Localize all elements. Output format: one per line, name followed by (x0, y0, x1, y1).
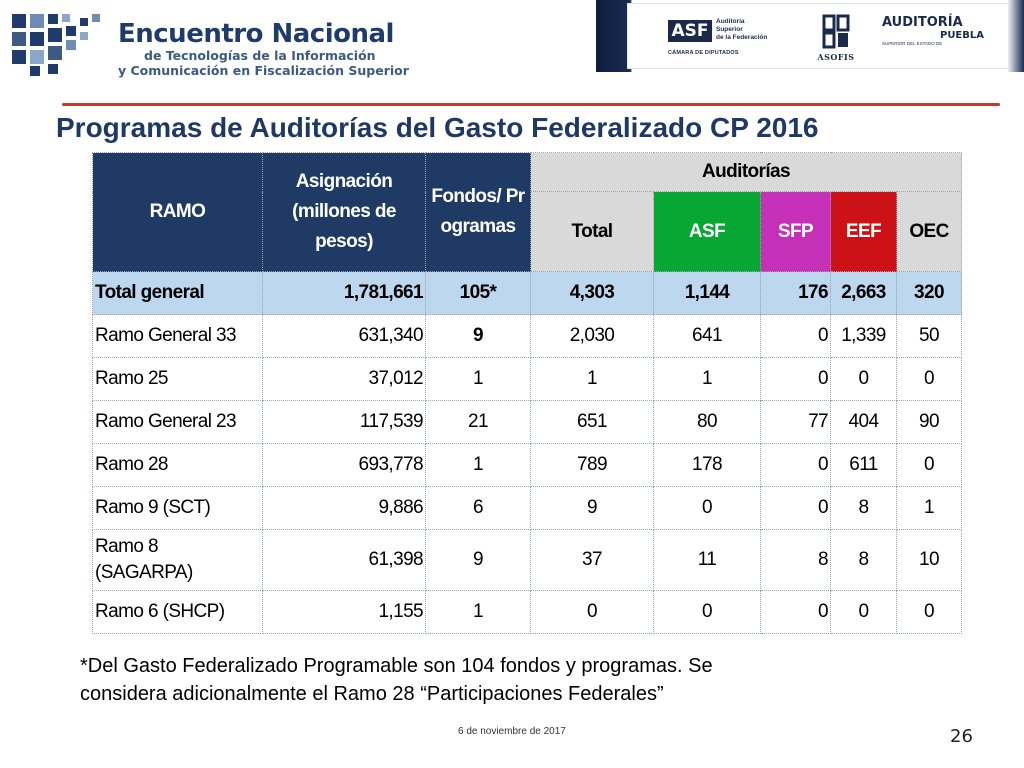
asf-logo (668, 14, 778, 48)
cell-total: 4,303 (531, 272, 654, 315)
cell-eef: 8 (831, 530, 897, 591)
asf-logo-line-2: Superior (716, 26, 743, 33)
cell-eef: 611 (831, 444, 897, 487)
cell-asignacion: 37,012 (263, 358, 426, 401)
brand-block (118, 20, 418, 78)
cell-asignacion: 117,539 (263, 401, 426, 444)
cell-oec: 90 (897, 401, 962, 444)
cell-total: 789 (531, 444, 654, 487)
auditoria-puebla-logo (882, 16, 992, 60)
cell-fondos: 105* (426, 272, 531, 315)
cell-ramo: Ramo General 23 (93, 401, 263, 444)
puebla-logo-line-2: PUEBLA (939, 30, 984, 41)
brand-title: Encuentro Nacional (118, 19, 394, 49)
brand-subtitle-line-2: y Comunicación en Fiscalización Superior (118, 63, 409, 78)
cell-ramo: Ramo 9 (SCT) (93, 487, 263, 530)
audit-programs-table (92, 152, 962, 634)
asf-logo-text (716, 18, 767, 42)
cell-asf: 178 (654, 444, 761, 487)
cell-ramo: Total general (93, 272, 263, 315)
cell-sfp: 0 (761, 444, 831, 487)
cell-ramo: Ramo 6 (SHCP) (93, 591, 263, 634)
cell-total: 9 (531, 487, 654, 530)
cell-sfp: 8 (761, 530, 831, 591)
cell-total: 1 (531, 358, 654, 401)
cell-ramo: Ramo General 33 (93, 315, 263, 358)
asf-logo-line-1: Auditoría (716, 18, 745, 25)
table-row (93, 487, 962, 530)
cell-oec: 50 (897, 315, 962, 358)
cell-fondos: 1 (426, 591, 531, 634)
cell-oec: 10 (897, 530, 962, 591)
cell-total: 651 (531, 401, 654, 444)
header-asignacion: Asignación (millones de pesos) (263, 153, 426, 272)
puebla-logo-line-1: AUDITORÍA (882, 15, 963, 30)
cell-asignacion: 1,781,661 (263, 272, 426, 315)
cell-asf: 80 (654, 401, 761, 444)
table-row (93, 315, 962, 358)
cell-asignacion: 631,340 (263, 315, 426, 358)
header-logo-band (596, 0, 1024, 72)
cell-fondos: 1 (426, 358, 531, 401)
encuentro-nacional-logo-icon (12, 12, 107, 76)
table-row (93, 401, 962, 444)
cell-total: 2,030 (531, 315, 654, 358)
cell-sfp: 0 (761, 591, 831, 634)
footnote-line-2: considera adicionalmente el Ramo 28 “Participaciones Federales” (80, 683, 664, 705)
cell-ramo: Ramo 25 (93, 358, 263, 401)
asofis-emblem-icon (808, 14, 864, 50)
table-header-row-1 (93, 153, 962, 192)
cell-oec: 320 (897, 272, 962, 315)
cell-eef: 1,339 (831, 315, 897, 358)
header-sfp: SFP (761, 192, 831, 272)
header-eef: EEF (831, 192, 897, 272)
asf-logo-abbr: ASF (668, 20, 712, 42)
puebla-logo-line-3: SUPERIOR DEL ESTADO DE (882, 41, 943, 46)
title-divider (62, 103, 1000, 106)
slide-date: 6 de noviembre de 2017 (458, 726, 566, 737)
header-auditorias: Auditorías (531, 153, 962, 192)
cell-fondos: 1 (426, 444, 531, 487)
asf-logo-subtitle: CÁMARA DE DIPUTADOS (668, 50, 739, 56)
header-ramo: RAMO (93, 153, 263, 272)
cell-sfp: 0 (761, 487, 831, 530)
cell-eef: 8 (831, 487, 897, 530)
cell-oec: 1 (897, 487, 962, 530)
cell-asf: 641 (654, 315, 761, 358)
footnote (80, 652, 960, 708)
cell-asf: 1,144 (654, 272, 761, 315)
cell-asf: 1 (654, 358, 761, 401)
table-row (93, 358, 962, 401)
cell-asignacion: 693,778 (263, 444, 426, 487)
table-row (93, 530, 962, 591)
cell-asignacion: 9,886 (263, 487, 426, 530)
table-row (93, 444, 962, 487)
page-title: Programas de Auditorías del Gasto Federalizado CP 2016 (56, 112, 819, 143)
table-row (93, 591, 962, 634)
cell-oec: 0 (897, 444, 962, 487)
header-total: Total (531, 192, 654, 272)
cell-sfp: 0 (761, 315, 831, 358)
asf-logo-line-3: de la Federación (716, 34, 768, 41)
cell-fondos: 9 (426, 530, 531, 591)
header-oec: OEC (897, 192, 962, 272)
header-asf: ASF (654, 192, 761, 272)
cell-total: 0 (531, 591, 654, 634)
cell-ramo: Ramo 8 (SAGARPA) (93, 530, 263, 591)
header-fondos: Fondos/ Programas (426, 153, 531, 272)
page-number: 26 (950, 726, 973, 747)
cell-oec: 0 (897, 591, 962, 634)
cell-eef: 0 (831, 591, 897, 634)
table-row-total (93, 272, 962, 315)
cell-asignacion: 1,155 (263, 591, 426, 634)
cell-sfp: 176 (761, 272, 831, 315)
cell-fondos: 21 (426, 401, 531, 444)
asofis-logo-label: ASOFIS (817, 52, 855, 62)
cell-fondos: 9 (426, 315, 531, 358)
cell-sfp: 0 (761, 358, 831, 401)
cell-asf: 11 (654, 530, 761, 591)
cell-fondos: 6 (426, 487, 531, 530)
cell-oec: 0 (897, 358, 962, 401)
cell-asignacion: 61,398 (263, 530, 426, 591)
cell-total: 37 (531, 530, 654, 591)
asofis-logo (808, 14, 864, 62)
footnote-line-1: *Del Gasto Federalizado Programable son 104 fondos y programas. Se (80, 655, 713, 677)
header-logo-panel (628, 4, 1008, 68)
cell-eef: 404 (831, 401, 897, 444)
cell-sfp: 77 (761, 401, 831, 444)
cell-asf: 0 (654, 487, 761, 530)
cell-asf: 0 (654, 591, 761, 634)
brand-subtitle-line-1: de Tecnologías de la Información (144, 48, 376, 63)
cell-eef: 0 (831, 358, 897, 401)
cell-eef: 2,663 (831, 272, 897, 315)
cell-ramo: Ramo 28 (93, 444, 263, 487)
